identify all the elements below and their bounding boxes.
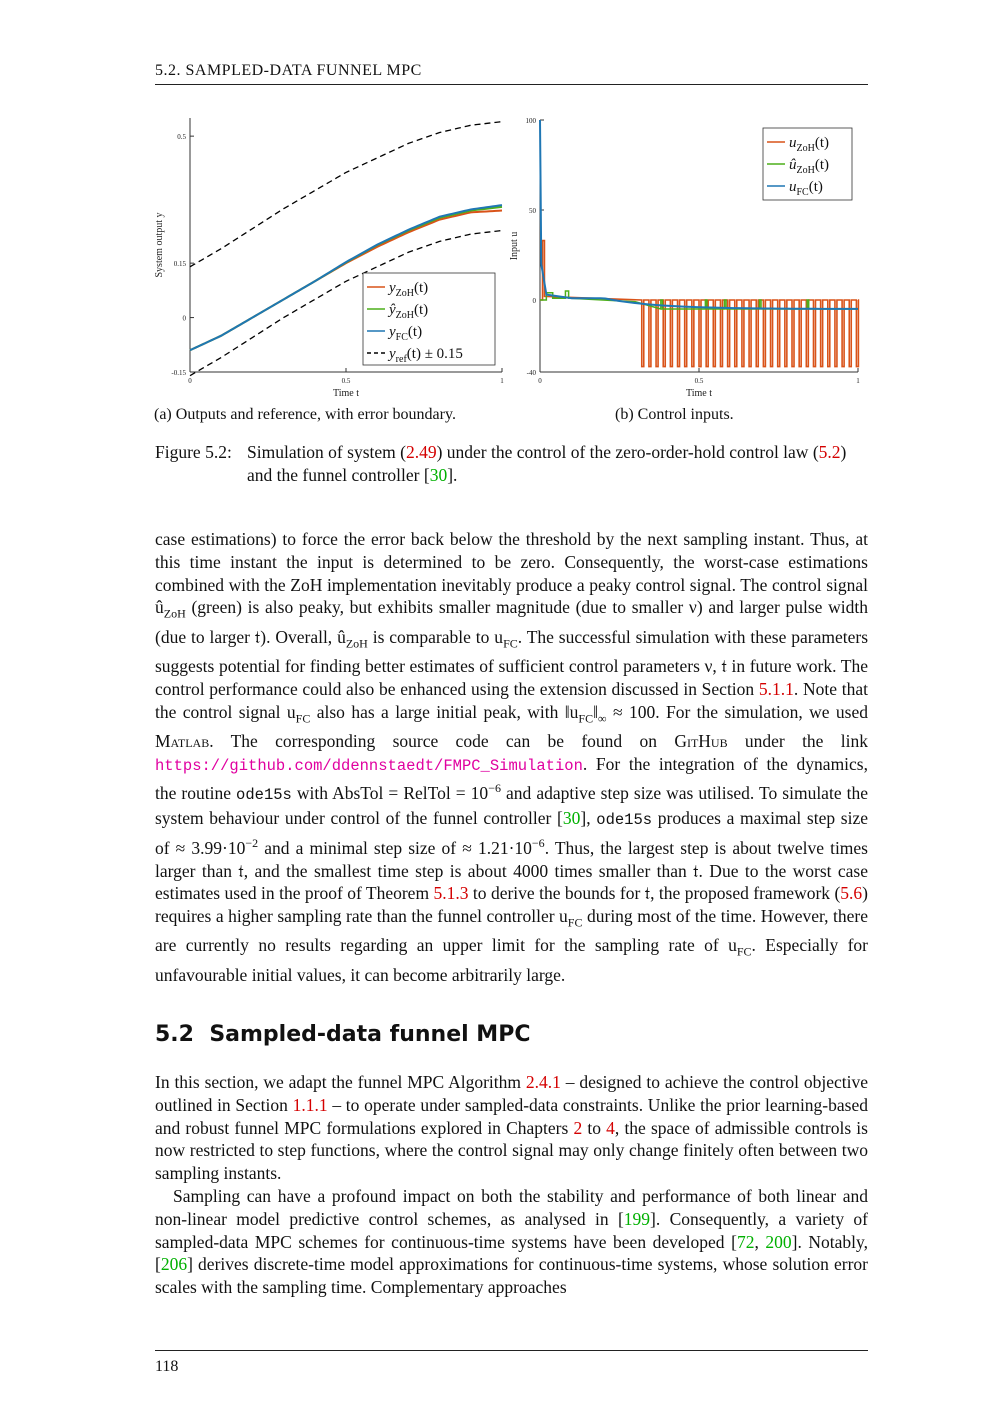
legend-symbol: û <box>789 157 797 173</box>
page-number: 118 <box>155 1358 179 1375</box>
paragraph-2-text <box>155 1071 868 1185</box>
caption-part: ) under the control of the zero-order-hold control law ( <box>436 442 819 462</box>
y-tick-label: 0 <box>532 297 536 305</box>
citation-link[interactable]: 30 <box>562 808 581 829</box>
text-run: ) requires a higher sampling rate than the funnel controller u <box>155 883 868 927</box>
text-run: ∞ <box>598 711 607 726</box>
legend-symbol: u <box>789 179 797 195</box>
cross-ref-link[interactable]: 5.6 <box>840 883 863 904</box>
x-tick-label: 1 <box>856 377 860 385</box>
x-tick-label: 0 <box>538 377 542 385</box>
paragraph-1-text <box>155 528 868 987</box>
legend-symbol: y <box>389 324 396 340</box>
legend-symbol: y <box>389 346 396 362</box>
cross-ref-link[interactable]: 1.1.1 <box>292 1094 328 1115</box>
legend-tail: (t) <box>814 157 830 173</box>
text-run: with AbsTol = RelTol = 10 <box>291 783 489 804</box>
text-run: −2 <box>245 835 259 850</box>
text-run: during most of the time. However, there are currently no results regarding an upper limit for the sampling rate of u <box>155 906 868 956</box>
caption-part: ) and the funnel controller [ <box>247 442 847 485</box>
y-tick-label: 100 <box>525 117 536 125</box>
text-run: . Note that the control signal u <box>155 678 868 722</box>
text-run: ]. Notably, [ <box>155 1231 869 1275</box>
text-run: FC <box>503 636 518 651</box>
text-run: ZoH <box>163 606 186 621</box>
y-tick-label: 0 <box>182 314 186 323</box>
text-run: FC <box>736 944 752 959</box>
y-axis-label: Input u <box>509 231 520 261</box>
y-tick-label: 0.15 <box>173 260 186 269</box>
figure-caption <box>155 441 868 487</box>
equation-ref-link[interactable]: 5.2 <box>818 442 841 462</box>
figure-b <box>505 110 870 405</box>
y-tick-label: 50 <box>529 207 536 215</box>
citation-link[interactable]: 206 <box>160 1254 188 1275</box>
caption-part: ]. <box>447 465 458 485</box>
text-run: (green) is also peaky, but exhibits smaller magnitude (due to smaller ν) and larger pulse width (due to larger 𝔱). Overall, û <box>155 597 868 647</box>
x-tick-label: 0.5 <box>694 377 704 385</box>
text-run: also has a large initial peak, with ‖u <box>310 701 579 722</box>
text-run: . The successful simulation with these parameters suggests potential for finding better estimates of sufficient control parameters ν, 𝔱 in future work. The control performance could also be enhanced using the extension discussed in Section <box>155 626 869 699</box>
x-axis-label: Time t <box>685 388 713 399</box>
text-run: ]. Consequently, a variety of sampled-data MPC schemes for continuous-time systems have been developed [ <box>155 1208 868 1252</box>
legend-symbol: ŷ <box>389 302 396 318</box>
legend-subscript: FC <box>395 332 408 343</box>
y-tick-label: 0.5 <box>177 133 186 142</box>
legend-subscript: ZoH <box>796 165 815 176</box>
text-run: under the link <box>727 730 868 751</box>
text-run: is comparable to u <box>367 626 504 647</box>
legend-subscript: FC <box>796 187 809 198</box>
figure-caption-text <box>247 441 868 487</box>
text-run: . Especially for unfavourable initial values, it can become arbitrarily large. <box>155 935 868 985</box>
text-run: produces a maximal step size of ≈ 3.99·10 <box>155 808 868 858</box>
text-run: FC <box>567 915 583 930</box>
cross-ref-link[interactable]: 2.4.1 <box>525 1072 561 1092</box>
text-run: to <box>582 1117 607 1138</box>
citation-link[interactable]: 199 <box>623 1208 651 1229</box>
text-run: . For the integration of the dynamics, the routine <box>155 753 868 804</box>
text-run: ], <box>580 808 597 829</box>
text-run: ZoH <box>345 636 368 651</box>
legend-tail: (t) <box>414 302 429 318</box>
reference-upper-bound-line <box>190 122 502 267</box>
text-run: – to operate under sampled-data constraints. Unlike the prior learning-based and robust funnel MPC formulations explored in Chapters <box>155 1094 868 1138</box>
text-run: ‖ <box>593 701 599 722</box>
equation-ref-link[interactable]: 2.49 <box>405 442 437 462</box>
text-run: ode15s <box>236 786 292 805</box>
legend-tail: (t) <box>414 280 429 296</box>
text-run: and a minimal step size of ≈ 1.21·10 <box>258 837 532 858</box>
figure-a <box>150 110 510 405</box>
text-run: ode15s <box>596 811 653 830</box>
legend-symbol: y <box>389 280 396 296</box>
y-tick-label: -40 <box>526 369 536 377</box>
u-zoh-line <box>540 241 858 367</box>
subcaption-a: (a) Outputs and reference, with error boundary. <box>154 406 456 423</box>
x-tick-label: 0.5 <box>341 377 351 385</box>
section-heading <box>155 1022 530 1047</box>
subcaption-b: (b) Control inputs. <box>615 406 734 423</box>
text-run: , <box>754 1231 766 1252</box>
section-number: 5.2 <box>155 1022 194 1047</box>
text-run: In this section, we adapt the funnel MPC Algorithm <box>155 1072 526 1092</box>
url-link[interactable]: https://github.com/ddennstaedt/FMPC_Simulation <box>155 756 583 775</box>
x-tick-label: 1 <box>500 377 504 385</box>
text-run: GitHub <box>674 730 728 751</box>
text-run: −6 <box>531 835 545 850</box>
figure-caption-label: Figure 5.2: <box>155 442 232 462</box>
cross-ref-link[interactable]: 4 <box>606 1117 615 1138</box>
text-run: . Thus, the largest step is about twelve times larger than 𝔱, and the smallest time step is about 4000 times smaller than 𝔱. Due to the worst case estimates used in the proof of Theorem <box>155 837 868 904</box>
text-run: Matlab <box>155 730 210 751</box>
cross-ref-link[interactable]: 5.1.3 <box>433 883 469 904</box>
legend-tail: (t) <box>808 179 823 195</box>
text-run: case estimations) to force the error back below the threshold by the next sampling instant. Thus, at this time instant the input is determined to be zero. Consequently, the worst-case estimations combined with the ZoH implementation inevitably produce a peaky control signal. The control signal û <box>155 529 868 618</box>
text-run: FC <box>295 711 311 726</box>
legend-tail: (t) ± 0.15 <box>406 346 463 362</box>
y-axis-label: System output y <box>154 212 165 278</box>
legend-subscript: ZoH <box>796 143 815 154</box>
legend-tail: (t) <box>407 324 423 340</box>
legend-subscript: ref <box>395 354 407 365</box>
text-run: , the space of admissible controls is now restricted to step functions, where the control signal may only change finitely often between two sampling instants. <box>155 1117 868 1184</box>
citation-link[interactable]: 72 <box>736 1231 755 1252</box>
cross-ref-link[interactable]: 5.1.1 <box>758 678 794 699</box>
text-run: – designed to achieve the control objective outlined in Section <box>155 1072 868 1115</box>
legend-tail: (t) <box>814 135 830 151</box>
text-run: to derive the bounds for 𝔱, the proposed framework ( <box>468 883 841 904</box>
footer-rule <box>155 1350 868 1351</box>
y-tick-label: -0.15 <box>171 369 186 377</box>
legend-subscript: ZoH <box>395 310 415 321</box>
section-title: Sampled-data funnel MPC <box>209 1022 531 1047</box>
legend-symbol: u <box>789 135 797 151</box>
running-title: 5.2. SAMPLED-DATA FUNNEL MPC <box>155 62 422 79</box>
text-run: −6 <box>488 781 501 796</box>
paragraph-2 <box>155 1071 868 1299</box>
chart-inputs <box>505 110 870 405</box>
paragraph-3-text <box>155 1185 868 1299</box>
text-run: Sampling can have a profound impact on both the stability and performance of both linear and non-linear model predictive control schemes, as analysed in [ <box>155 1185 868 1229</box>
text-run: ] derives discrete-time model approximations for continuous-time systems, whose solution error scales with the sampling time. Complementary approaches <box>155 1254 868 1298</box>
text-run: ≈ 100. For the simulation, we used <box>606 701 868 722</box>
text-run: FC <box>578 711 594 726</box>
cross-ref-link[interactable]: 2 <box>573 1117 583 1138</box>
citation-link[interactable]: 30 <box>429 465 448 485</box>
paragraph-1 <box>155 528 868 987</box>
caption-part: Simulation of system ( <box>247 442 406 462</box>
x-axis-label: Time t <box>332 388 360 399</box>
citation-link[interactable]: 200 <box>765 1231 792 1252</box>
chart-outputs <box>150 110 510 405</box>
legend-subscript: ZoH <box>395 288 415 299</box>
x-tick-label: 0 <box>188 377 192 385</box>
text-run: . The corresponding source code can be found on <box>209 730 675 751</box>
running-header <box>155 62 868 85</box>
text-run: and adaptive step size was utilised. To simulate the system behaviour under control of the funnel controller [ <box>155 783 869 829</box>
